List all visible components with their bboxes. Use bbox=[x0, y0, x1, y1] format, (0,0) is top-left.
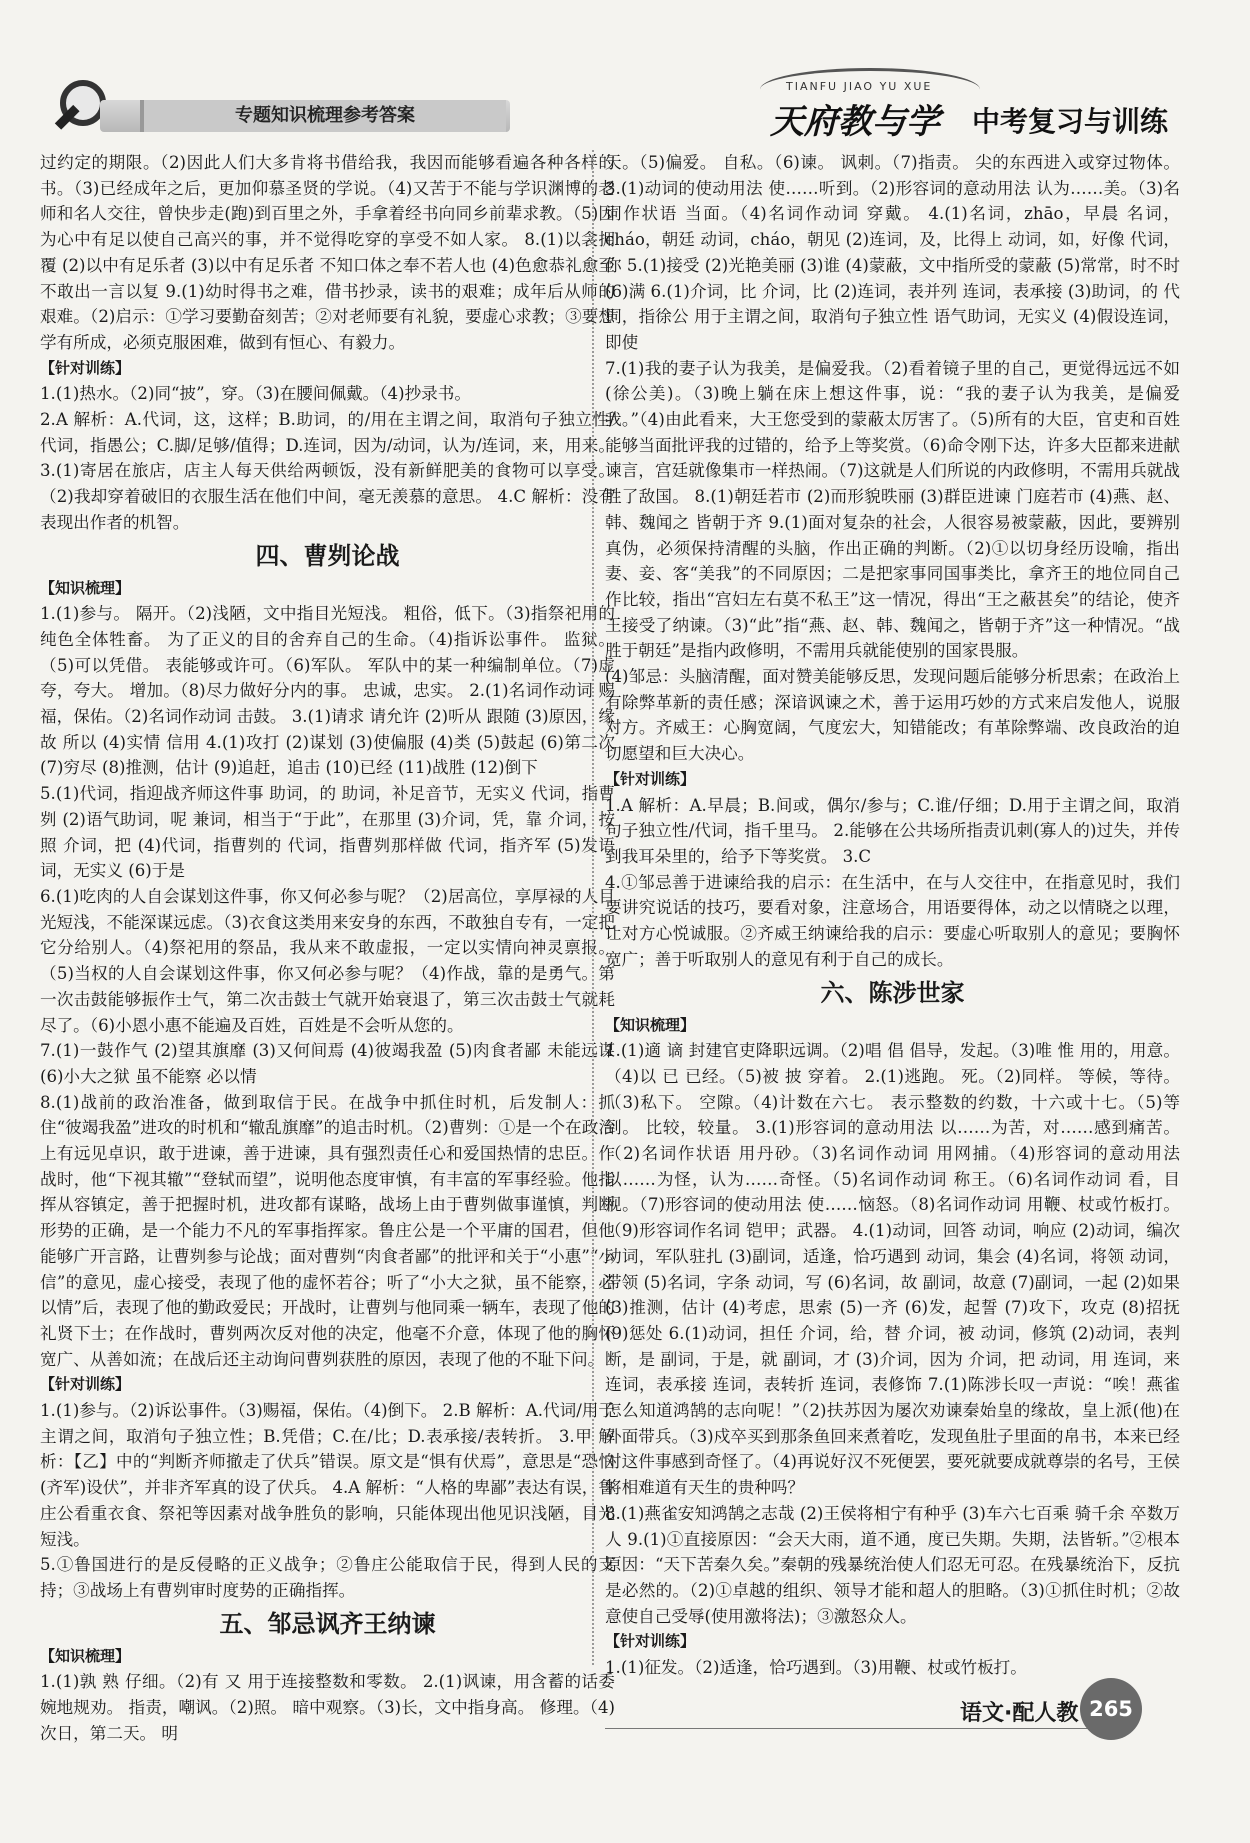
answer-paragraph: 1.(1)热水。（2)同“披”，穿。（3)在腰间佩戴。（4)抄录书。 bbox=[40, 384, 471, 404]
answer-paragraph: 2.A 解析：A.代词，这，这样；B.助词，的/用在主谓之间，取消句子独立性/代词，指愚公；C.脚/足够/值得；D.连词，因为/动词，认为/连词，来，用来。 3.(1)寄居在旅店，店主人每天供给两顿饭，没有新鲜肥美的食物可以享受。（2)我却穿着破旧的衣服生活在他们中间，毫无羡慕的意思。 4.C 解析：没有表现出作者的机智。 bbox=[40, 410, 615, 532]
brand-name: 天府教与学 bbox=[770, 102, 940, 142]
answer-paragraph: 1.(1)征发。（2)适逢，恰巧遇到。（3)用鞭、杖或竹板打。 bbox=[605, 1658, 1027, 1678]
answer-paragraph: 1.(1)適 谪 封建官吏降职远调。（2)唱 倡 倡导，发起。（3)唯 惟 用的，用意。（4)以 已 已经。（5)被 披 穿着。 2.(1)逃跑。 死。（2)同样。 等候，等待。（3)私下。 空隙。（4)计数在六七。 表示整数的约数，十六或十七。（5)等到。 比较，较量。 3.(1)形容词的意动用法 以……为苦，对……感到痛苦。（2)名词作状语 用丹砂。（3)名词作动词 用网捕。（4)形容词的意动用法 以……为怪，认为……奇怪。（5)名词作动词 称王。（6)名词作动词 看，目视。（7)形容词的使动用法 使……恼怒。（8)名词作动词 用鞭、杖或竹板打。（9)形容词作名词 铠甲；武器。 4.(1)动词，回答 动词，响应 (2)动词，编次 动词，军队驻扎 (3)副词，适逢，恰巧遇到 动词，集会 (4)名词，将领 动词，带领 (5)名词，字条 动词，写 (6)名词，故 副词，故意 (7)副词，一起 (2)如果 (3)推测，估计 (4)考虑，思索 (5)一齐 (6)发，起誓 (7)攻下，攻克 (8)招抚 (9)惩处 6.(1)动词，担任 介词，给，替 介词，被 动词，修筑 (2)动词，表判断，是 副词，于是，就 副词，才 (3)介词，因为 介词，把 动词，用 连词，来 连词，表承接 连词，表转折 连词，表修饰 7.(1)陈涉长叹一声说：“唉！燕雀怎么知道鸿鹄的志向呢！”（2)扶苏因为屡次劝谏秦始皇的缘故，皇上派(他)在外面带兵。（3)戍卒买到那条鱼回来煮着吃，发现鱼肚子里面的帛书，本来已经对这件事感到奇怪了。（4)再说好汉不死便罢，要死就要成就尊崇的名号，王侯将相难道有天生的贵种吗？ bbox=[605, 1041, 1180, 1498]
answer-paragraph: 1.(1)参与。 隔开。（2)浅陋，文中指目光短浅。 粗俗，低下。（3)指祭祀用的纯色全体牲畜。 为了正义的目的舍弃自己的生命。（4)指诉讼事件。 监狱。（5)可以凭借。 表能够或许可。（6)军队。 军队中的某一种编制单位。（7)虚夸，夸大。 增加。（8)尽力做好分内的事。 忠诚，忠实。 2.(1)名词作动词 赐福，保佑。（2)名词作动词 击鼓。 3.(1)请求 请允许 (2)听从 跟随 (3)原因，缘故 所以 (4)实情 信用 4.(1)攻打 (2)谋划 (3)使偏服 (4)类 (5)鼓起 (6)第二次 (7)穷尽 (8)推测，估计 (9)追赶，追击 (10)已经 (11)战胜 (12)倒下 bbox=[40, 604, 615, 778]
subsection-tag: 【针对训练】 bbox=[605, 769, 696, 788]
answer-paragraph: 1.(1)孰 熟 仔细。（2)有 又 用于连接整数和零数。 2.(1)讽谏，用含蓄的话委婉地规劝。 指责，嘲讽。（2)照。 暗中观察。（3)长，文中指身高。 修理。（4)次日，第二天。 明 bbox=[40, 1672, 615, 1743]
footer-subject: 语文·配人教 bbox=[960, 1701, 1079, 1726]
answer-paragraph: (4)邹忌：头脑清醒，面对赞美能够反思，发现问题后能够分析思索；在政治上有除弊革新的责任感；深谙讽谏之术，善于运用巧妙的方式来启发他人，说服对方。齐威王：心胸宽阔，气度宏大，知错能改；有革除弊端、改良政治的迫切愿望和巨大决心。 bbox=[605, 667, 1180, 764]
section-heading: 五、邹忌讽齐王纳谏 bbox=[219, 1609, 436, 1638]
answer-paragraph: 4.①邹忌善于进谏给我的启示：在生活中，在与人交往中，在指意见时，我们要讲究说话的技巧，要看对象，注意场合，用语要得体，动之以情晓之以理，让对方心悦诚服。②齐威王纳谏给我的启示：要虚心听取别人的意见；要胸怀宽广；善于听取别人的意见有利于自己的成长。 bbox=[605, 872, 1180, 969]
column-divider bbox=[592, 150, 594, 1665]
answer-paragraph: 过约定的期限。（2)因此人们大多肯将书借给我，我因而能够看遍各种各样的书。（3)已经成年之后，更加仰慕圣贤的学说。（4)又苦于不能与学识渊博的老师和名人交往，曾快步走(跑)到百里之外，手拿着经书向同乡前辈求教。（5)因为心中有足以使自己高兴的事，并不觉得吃穿的享受不如人家。 8.(1)以衾拥覆 (2)以中有足乐者 (3)以中有足乐者 不知口体之奉不若人也 (4)色愈恭礼愈至 不敢出一言以复 9.(1)幼时得书之难，借书抄录，读书的艰难；成年后从师的艰难。（2)启示：①学习要勤奋刻苦；②对老师要有礼貌，要虚心求教；③要想学有所成，必须克服困难，做到有恒心、有毅力。 bbox=[40, 153, 615, 352]
answer-paragraph: 1.(1)参与。（2)诉讼事件。（3)赐福，保佑。（4)倒下。 2.B 解析：A.代词/用于主谓之间，取消句子独立性；B.凭借；C.在/比；D.表承接/表转折。 3.甲 解析：【乙】中的“判断齐师撤走了伏兵”错误。原文是“惧有伏焉”，意思是“恐怕(齐军)设伏”，并非齐军真的设了伏兵。 4.A 解析：“人格的卑鄙”表达有误，鲁庄公看重衣食、祭祀等因素对战争胜负的影响，只能体现出他见识浅陋，目光短浅。 bbox=[40, 1401, 615, 1549]
brand-pinyin: TIANFU JIAO YU XUE bbox=[786, 80, 933, 93]
page-number: 265 bbox=[1080, 1678, 1142, 1740]
answer-paragraph: 7.(1)一鼓作气 (2)望其旗靡 (3)又何间焉 (4)彼竭我盈 (5)肉食者鄙 未能远谋 (6)小大之狱 虽不能察 必以情 bbox=[40, 1041, 615, 1086]
answer-paragraph: 天。（5)偏爱。 自私。（6)谏。 讽刺。（7)指责。 尖的东西进入或穿过物体。 3.(1)动词的使动用法 使……听到。（2)形容词的意动用法 认为……美。（3)名词作状语 当面。（4)名词作动词 穿戴。 4.(1)名词，zhāo，早晨 名词，cháo，朝廷 动词，cháo，朝见 (2)连词，及，比得上 动词，如，好像 代词，你 5.(1)接受 (2)光艳美丽 (3)谁 (4)蒙蔽，文中指所受的蒙蔽 (5)常常，时不时 (6)满 6.(1)介词，比 介词，比 (2)连词，表并列 连词，表承接 (3)助词，的 代词，指徐公 用于主谓之间，取消句子独立性 语气助词，无实义 (4)假设连词，即使 bbox=[605, 153, 1180, 352]
brand-title: 中考复习与训练 bbox=[972, 105, 1169, 138]
answer-paragraph: 7.(1)我的妻子认为我美，是偏爱我。（2)看着镜子里的自己，更觉得远远不如(徐公美)。（3)晚上躺在床上想这件事，说：“我的妻子认为我美，是偏爱我。”（4)由此看来，大王您受到的蒙蔽太厉害了。（5)所有的大臣，官吏和百姓能够当面批评我的过错的，给予上等奖赏。（6)命令刚下达，许多大臣都来进献谏言，宫廷就像集市一样热闹。（7)这就是人们所说的内政修明，不需用兵就战胜了敌国。 8.(1)朝廷若市 (2)而形貌昳丽 (3)群臣进谏 门庭若市 (4)燕、赵、韩、魏闻之 皆朝于齐 9.(1)面对复杂的社会，人很容易被蒙蔽，因此，要辨别真伪，必须保持清醒的头脑，作出正确的判断。（2)①以切身经历设喻，指出妻、妾、客“美我”的不同原因；二是把家事同国事类比，拿齐王的地位同自己作比较，指出“宫妇左右莫不私王”这一情况，得出“王之蔽甚矣”的结论，使齐王接受了纳谏。（3)“此”指“燕、赵、韩、魏闻之，皆朝于齐”这一种情况。“战胜于朝廷”是指内政修明，不需用兵就能使别的国家畏服。 bbox=[605, 358, 1180, 661]
section-heading: 四、曹刿论战 bbox=[255, 541, 400, 570]
section-heading: 六、陈涉世家 bbox=[820, 978, 965, 1007]
brand-logo bbox=[760, 80, 1200, 142]
left-column bbox=[40, 150, 615, 1746]
page-header bbox=[0, 0, 1250, 150]
answer-paragraph: 8.(1)战前的政治准备，做到取信于民。在战争中抓住时机，后发制人：抓住“彼竭我盈”进攻的时机和“辙乱旗靡”的追击时机。（2)曹刿：①是一个在政治上有远见卓识，敢于进谏，善于进谏，具有强烈责任心和爱国热情的忠臣。作战时，他“下视其辙”“登轼而望”，说明他态度审慎，有丰富的军事经验。他指挥从容镇定，善于把握时机，进攻都有谋略，战场上由于曹刿做事谨慎，判断形势的正确，是一个能力不凡的军事指挥家。鲁庄公是一个平庸的国君，但他能够广开言路，让曹刿参与论战；面对曹刿“肉食者鄙”的批评和关于“小惠”“小信”的意见，虚心接受，表现了他的虚怀若谷；听了“小大之狱，虽不能察，必以情”后，表现了他的勤政爱民；开战时，让曹刿与他同乘一辆车，表现了他的礼贤下士；在作战时，曹刿两次反对他的决定，他毫不介意，体现了他的胸怀宽广、从善如流；在战后还主动询问曹刿获胜的原因，表现了他的不耻下问。 bbox=[40, 1092, 615, 1369]
subsection-tag: 【知识梳理】 bbox=[40, 578, 131, 597]
subsection-tag: 【针对训练】 bbox=[40, 358, 131, 377]
answer-paragraph: 1.A 解析：A.早晨；B.间或，偶尔/参与；C.谁/仔细；D.用于主谓之间，取消句子独立性/代词，指千里马。 2.能够在公共场所指责讥刺(寡人的)过失，并传到我耳朵里的，给予下等奖赏。 3.C bbox=[605, 795, 1180, 866]
subsection-tag: 【针对训练】 bbox=[605, 1632, 696, 1651]
answer-paragraph: 6.(1)吃肉的人自会谋划这件事，你又何必参与呢？（2)居高位，享厚禄的人目光短浅，不能深谋远虑。（3)衣食这类用来安身的东西，不敢独自专有，一定把它分给别人。（4)祭祀用的祭品，我从来不敢虚报，一定以实情向神灵禀报。（5)当权的人自会谋划这件事，你又何必参与呢？（4)作战，靠的是勇气。第一次击鼓能够振作士气，第二次击鼓士气就开始衰退了，第三次击鼓士气就耗尽了。（6)小恩小惠不能遍及百姓，百姓是不会听从您的。 bbox=[40, 886, 615, 1035]
footer-rule bbox=[605, 1728, 1105, 1729]
subsection-tag: 【知识梳理】 bbox=[40, 1646, 131, 1665]
subsection-tag: 【知识梳理】 bbox=[605, 1015, 696, 1034]
section-label: 专题知识梳理参考答案 bbox=[140, 100, 506, 132]
right-column bbox=[605, 150, 1180, 1681]
subsection-tag: 【针对训练】 bbox=[40, 1375, 131, 1394]
answer-paragraph: 8.(1)燕雀安知鸿鹄之志哉 (2)王侯将相宁有种乎 (3)车六七百乘 骑千余 卒数万人 9.(1)①直接原因：“会天大雨，道不通，度已失期。失期，法皆斩。”②根本原因：“天下苦秦久矣。”秦朝的残暴统治使人们忍无可忍。在残暴统治下，反抗是必然的。（2)①卓越的组织、领导才能和超人的胆略。（3)①抓住时机；②故意使自己受辱(使用激将法)；③激怒众人。 bbox=[605, 1503, 1180, 1626]
answer-paragraph: 5.①鲁国进行的是反侵略的正义战争；②鲁庄公能取信于民，得到人民的支持；③战场上有曹刿审时度势的正确指挥。 bbox=[40, 1555, 615, 1600]
answer-paragraph: 5.(1)代词，指迎战齐师这件事 助词，的 助词，补足音节，无实义 代词，指曹刿 (2)语气助词，呢 兼词，相当于“于此”，在那里 (3)介词，凭，靠 介词，按照 介词，把 (4)代词，指曹刿的 代词，指曹刿那样做 代词，指齐军 (5)发语词，无实义 (6)于是 bbox=[40, 784, 615, 881]
